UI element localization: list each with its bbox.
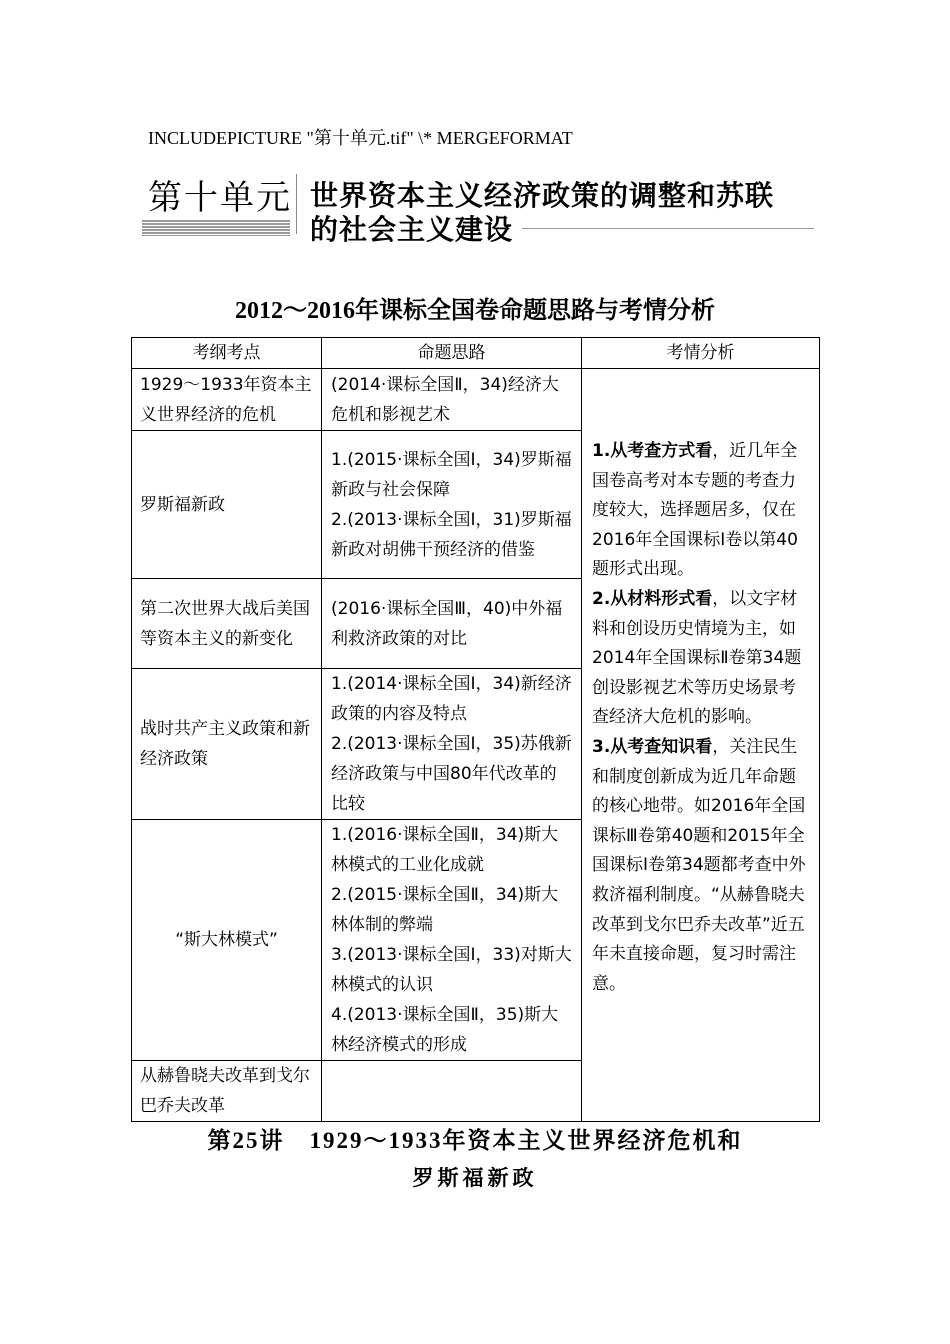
idea-cell bbox=[322, 669, 582, 820]
analysis-text: ，近几年全国卷高考对本专题的考查力度较大，选择题居多，仅在2016年全国课标Ⅰ卷以第40题形式出现。 bbox=[592, 441, 798, 580]
table-row bbox=[132, 369, 820, 431]
analysis-para-2 bbox=[592, 589, 801, 727]
unit-title-rule bbox=[522, 228, 814, 229]
analysis-para-3 bbox=[592, 737, 806, 994]
topic-cell: “斯大林模式” bbox=[132, 820, 322, 1061]
header-syllabus-point: 考纲考点 bbox=[132, 338, 322, 369]
idea-item: 2.(2013·课标全国Ⅰ，31)罗斯福新政对胡佛干预经济的借鉴 bbox=[331, 509, 572, 560]
idea-cell bbox=[322, 820, 582, 1061]
idea-cell-empty bbox=[322, 1061, 582, 1122]
analysis-lead: 3.从考查知识看 bbox=[592, 736, 713, 757]
topic-cell: 罗斯福新政 bbox=[132, 431, 322, 579]
analysis-para-1 bbox=[592, 441, 798, 579]
section-title: 2012～2016年课标全国卷命题思路与考情分析 bbox=[235, 298, 715, 324]
idea-cell bbox=[322, 369, 582, 431]
unit-title-line1: 世界资本主义经济政策的调整和苏联 bbox=[310, 181, 775, 212]
unit-banner-bars bbox=[142, 220, 290, 236]
analysis-lead: 2.从材料形式看 bbox=[592, 588, 713, 609]
header-analysis: 考情分析 bbox=[582, 338, 820, 369]
idea-item: 1.(2014·课标全国Ⅰ，34)新经济政策的内容及特点 bbox=[331, 674, 572, 724]
lecture-title-line1: 第25讲 1929～1933年资本主义世界经济危机和 bbox=[207, 1128, 743, 1153]
idea-item: 3.(2013·课标全国Ⅰ，33)对斯大林模式的认识 bbox=[331, 945, 572, 995]
topic-cell: 从赫鲁晓夫改革到戈尔巴乔夫改革 bbox=[132, 1061, 322, 1122]
analysis-text: ，以文字材料和创设历史情境为主，如2014年全国课标Ⅱ卷第34题创设影视艺术等历史场景考查经济大危机的影响。 bbox=[592, 588, 802, 728]
table-header-row bbox=[132, 338, 820, 369]
unit-banner-divider bbox=[296, 174, 297, 234]
topic-cell: 第二次世界大战后美国等资本主义的新变化 bbox=[132, 579, 322, 669]
idea-cell bbox=[322, 431, 582, 579]
idea-cell bbox=[322, 579, 582, 669]
field-code-text: INCLUDEPICTURE "第十单元.tif" \* MERGEFORMAT bbox=[148, 128, 573, 148]
unit-banner bbox=[142, 168, 822, 248]
idea-item: 2.(2013·课标全国Ⅰ，35)苏俄新经济政策与中国80年代改革的比较 bbox=[331, 734, 572, 814]
topic-cell: 1929～1933年资本主义世界经济的危机 bbox=[132, 369, 322, 431]
lecture-title-line2: 罗斯福新政 bbox=[412, 1166, 538, 1190]
idea-item: 4.(2013·课标全国Ⅱ，35)斯大林经济模式的形成 bbox=[331, 1005, 559, 1055]
unit-title-line2: 的社会主义建设 bbox=[310, 215, 514, 246]
exam-analysis-table bbox=[131, 337, 820, 1122]
idea-item: 1.(2016·课标全国Ⅱ，34)斯大林模式的工业化成就 bbox=[331, 825, 559, 875]
analysis-text: ，关注民生和制度创新成为近几年命题的核心地带。如2016年全国课标Ⅲ卷第40题和2015年全国课标Ⅰ卷第34题都考查中外救济福利制度。“从赫鲁晓夫改革到戈尔巴乔夫改革”近五年未直接命题，复习时需注意。 bbox=[592, 736, 806, 994]
topic-cell: 战时共产主义政策和新经济政策 bbox=[132, 669, 322, 820]
idea-item: (2014·课标全国Ⅱ，34)经济大危机和影视艺术 bbox=[331, 374, 559, 425]
idea-item: 2.(2015·课标全国Ⅱ，34)斯大林体制的弊端 bbox=[331, 885, 559, 935]
analysis-lead: 1.从考查方式看 bbox=[592, 441, 713, 461]
analysis-cell bbox=[582, 369, 820, 1122]
unit-label: 第十单元 bbox=[148, 178, 292, 218]
idea-item: 1.(2015·课标全国Ⅰ，34)罗斯福新政与社会保障 bbox=[331, 449, 572, 500]
header-question-idea: 命题思路 bbox=[322, 338, 582, 369]
idea-item: (2016·课标全国Ⅲ，40)中外福利救济政策的对比 bbox=[331, 598, 563, 649]
